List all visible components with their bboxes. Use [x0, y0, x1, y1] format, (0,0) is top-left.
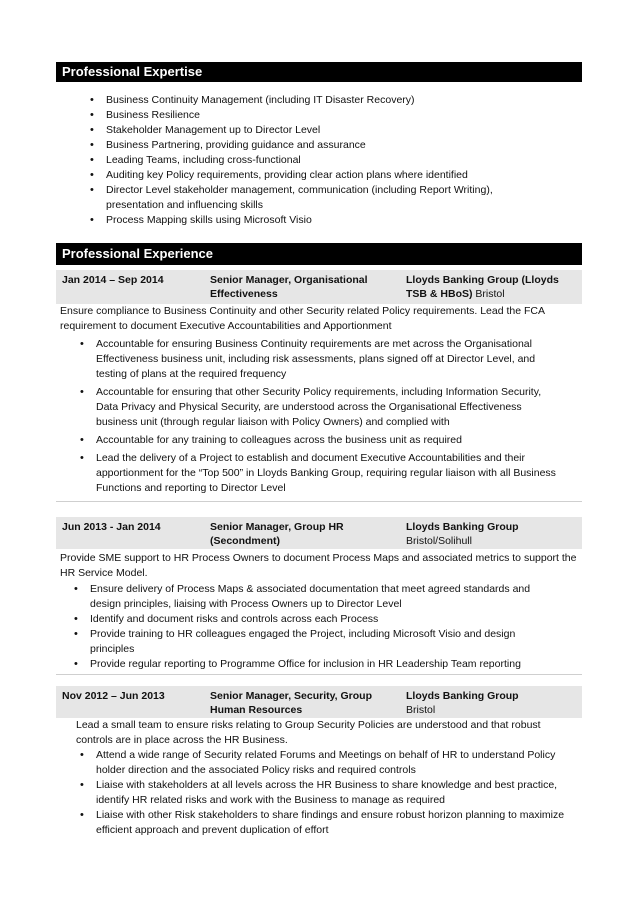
list-item: • Ensure delivery of Process Maps & associated documentation that meet agreed standards and design principles, liaising with Process Owners up to Director Level [72, 582, 560, 612]
list-item: • Process Mapping skills using Microsoft Visio [88, 213, 518, 228]
expertise-heading: Professional Expertise [56, 62, 582, 82]
list-item: • Accountable for any training to colleagues across the business unit as required [78, 433, 566, 448]
list-item: • Business Partnering, providing guidance and assurance [88, 138, 518, 153]
job-summary: Lead a small team to ensure risks relating to Group Security Policies are understood and that robust controls are in place across the HR Business. [76, 719, 541, 746]
list-item: • Accountable for ensuring Business Continuity requirements are met across the Organisational Effectiveness business unit, including risk assessments, plans signed off at Director Level, and testing of plans at the required frequency [78, 337, 566, 382]
job-title: Senior Manager, Security, Group Human Resources [210, 690, 373, 716]
list-item: • Auditing key Policy requirements, providing clear action plans where identified [88, 168, 518, 183]
job-summary: Ensure compliance to Business Continuity and other Security related Policy requirements. Lead the FCA requirement to document Executive Accountabilities and Apportionment [60, 305, 545, 332]
job-location: Bristol [406, 704, 436, 716]
list-item: • Liaise with stakeholders at all levels across the HR Business to share knowledge and best practice, identify HR related risks and work with the Business to manage as required [78, 778, 574, 808]
job-location: Bristol/Solihull [406, 535, 472, 547]
job-employer: Lloyds Banking Group (Lloyds TSB & HBoS) Bristol [406, 274, 559, 300]
job-dates: Jun 2013 - Jan 2014 [62, 521, 161, 533]
job-header [56, 686, 582, 718]
job-title: Senior Manager, Organisational Effectiveness [210, 274, 368, 300]
job-bullets [72, 582, 560, 672]
expertise-list [88, 93, 518, 228]
job-summary: Provide SME support to HR Process Owners to document Process Maps and associated metrics to support the HR Service Model. [60, 552, 577, 579]
experience-heading: Professional Experience [56, 243, 582, 265]
job-header [56, 517, 582, 549]
divider [56, 501, 582, 502]
job-bullets [78, 337, 566, 496]
list-item: • Stakeholder Management up to Director Level [88, 123, 518, 138]
list-item: • Provide regular reporting to Programme Office for inclusion in HR Leadership Team reporting [72, 657, 560, 672]
job-header [56, 270, 582, 304]
job-title: Senior Manager, Group HR (Secondment) [210, 521, 344, 547]
job-employer: Lloyds Banking Group Bristol [406, 690, 519, 716]
list-item: • Leading Teams, including cross-functional [88, 153, 518, 168]
list-item: • Liaise with other Risk stakeholders to share findings and ensure robust horizon planning to maximize efficient approach and prevent duplication of effort [78, 808, 574, 838]
job-location: Bristol [475, 288, 505, 300]
list-item: • Accountable for ensuring that other Security Policy requirements, including Information Security, Data Privacy and Physical Security, are understood across the Organisational Effectiveness business unit (through regular liaison with Policy Owners) and complied with [78, 385, 566, 430]
list-item: • Lead the delivery of a Project to establish and document Executive Accountabilities and their apportionment for the “Top 500” in Lloyds Banking Group, requiring regular liaison with all Business Functions and reporting to Director Level [78, 451, 566, 496]
job-bullets [78, 748, 574, 838]
list-item: • Business Resilience [88, 108, 518, 123]
job-dates: Nov 2012 – Jun 2013 [62, 690, 165, 702]
job-employer: Lloyds Banking Group Bristol/Solihull [406, 521, 519, 547]
job-dates: Jan 2014 – Sep 2014 [62, 274, 164, 286]
list-item: • Business Continuity Management (including IT Disaster Recovery) [88, 93, 518, 108]
list-item: • Provide training to HR colleagues engaged the Project, including Microsoft Visio and design principles [72, 627, 560, 657]
list-item: • Director Level stakeholder management, communication (including Report Writing), presentation and influencing skills [88, 183, 518, 213]
divider [56, 674, 582, 675]
list-item: • Identify and document risks and controls across each Process [72, 612, 560, 627]
list-item: • Attend a wide range of Security related Forums and Meetings on behalf of HR to understand Policy holder direction and the associated Policy risks and required controls [78, 748, 574, 778]
